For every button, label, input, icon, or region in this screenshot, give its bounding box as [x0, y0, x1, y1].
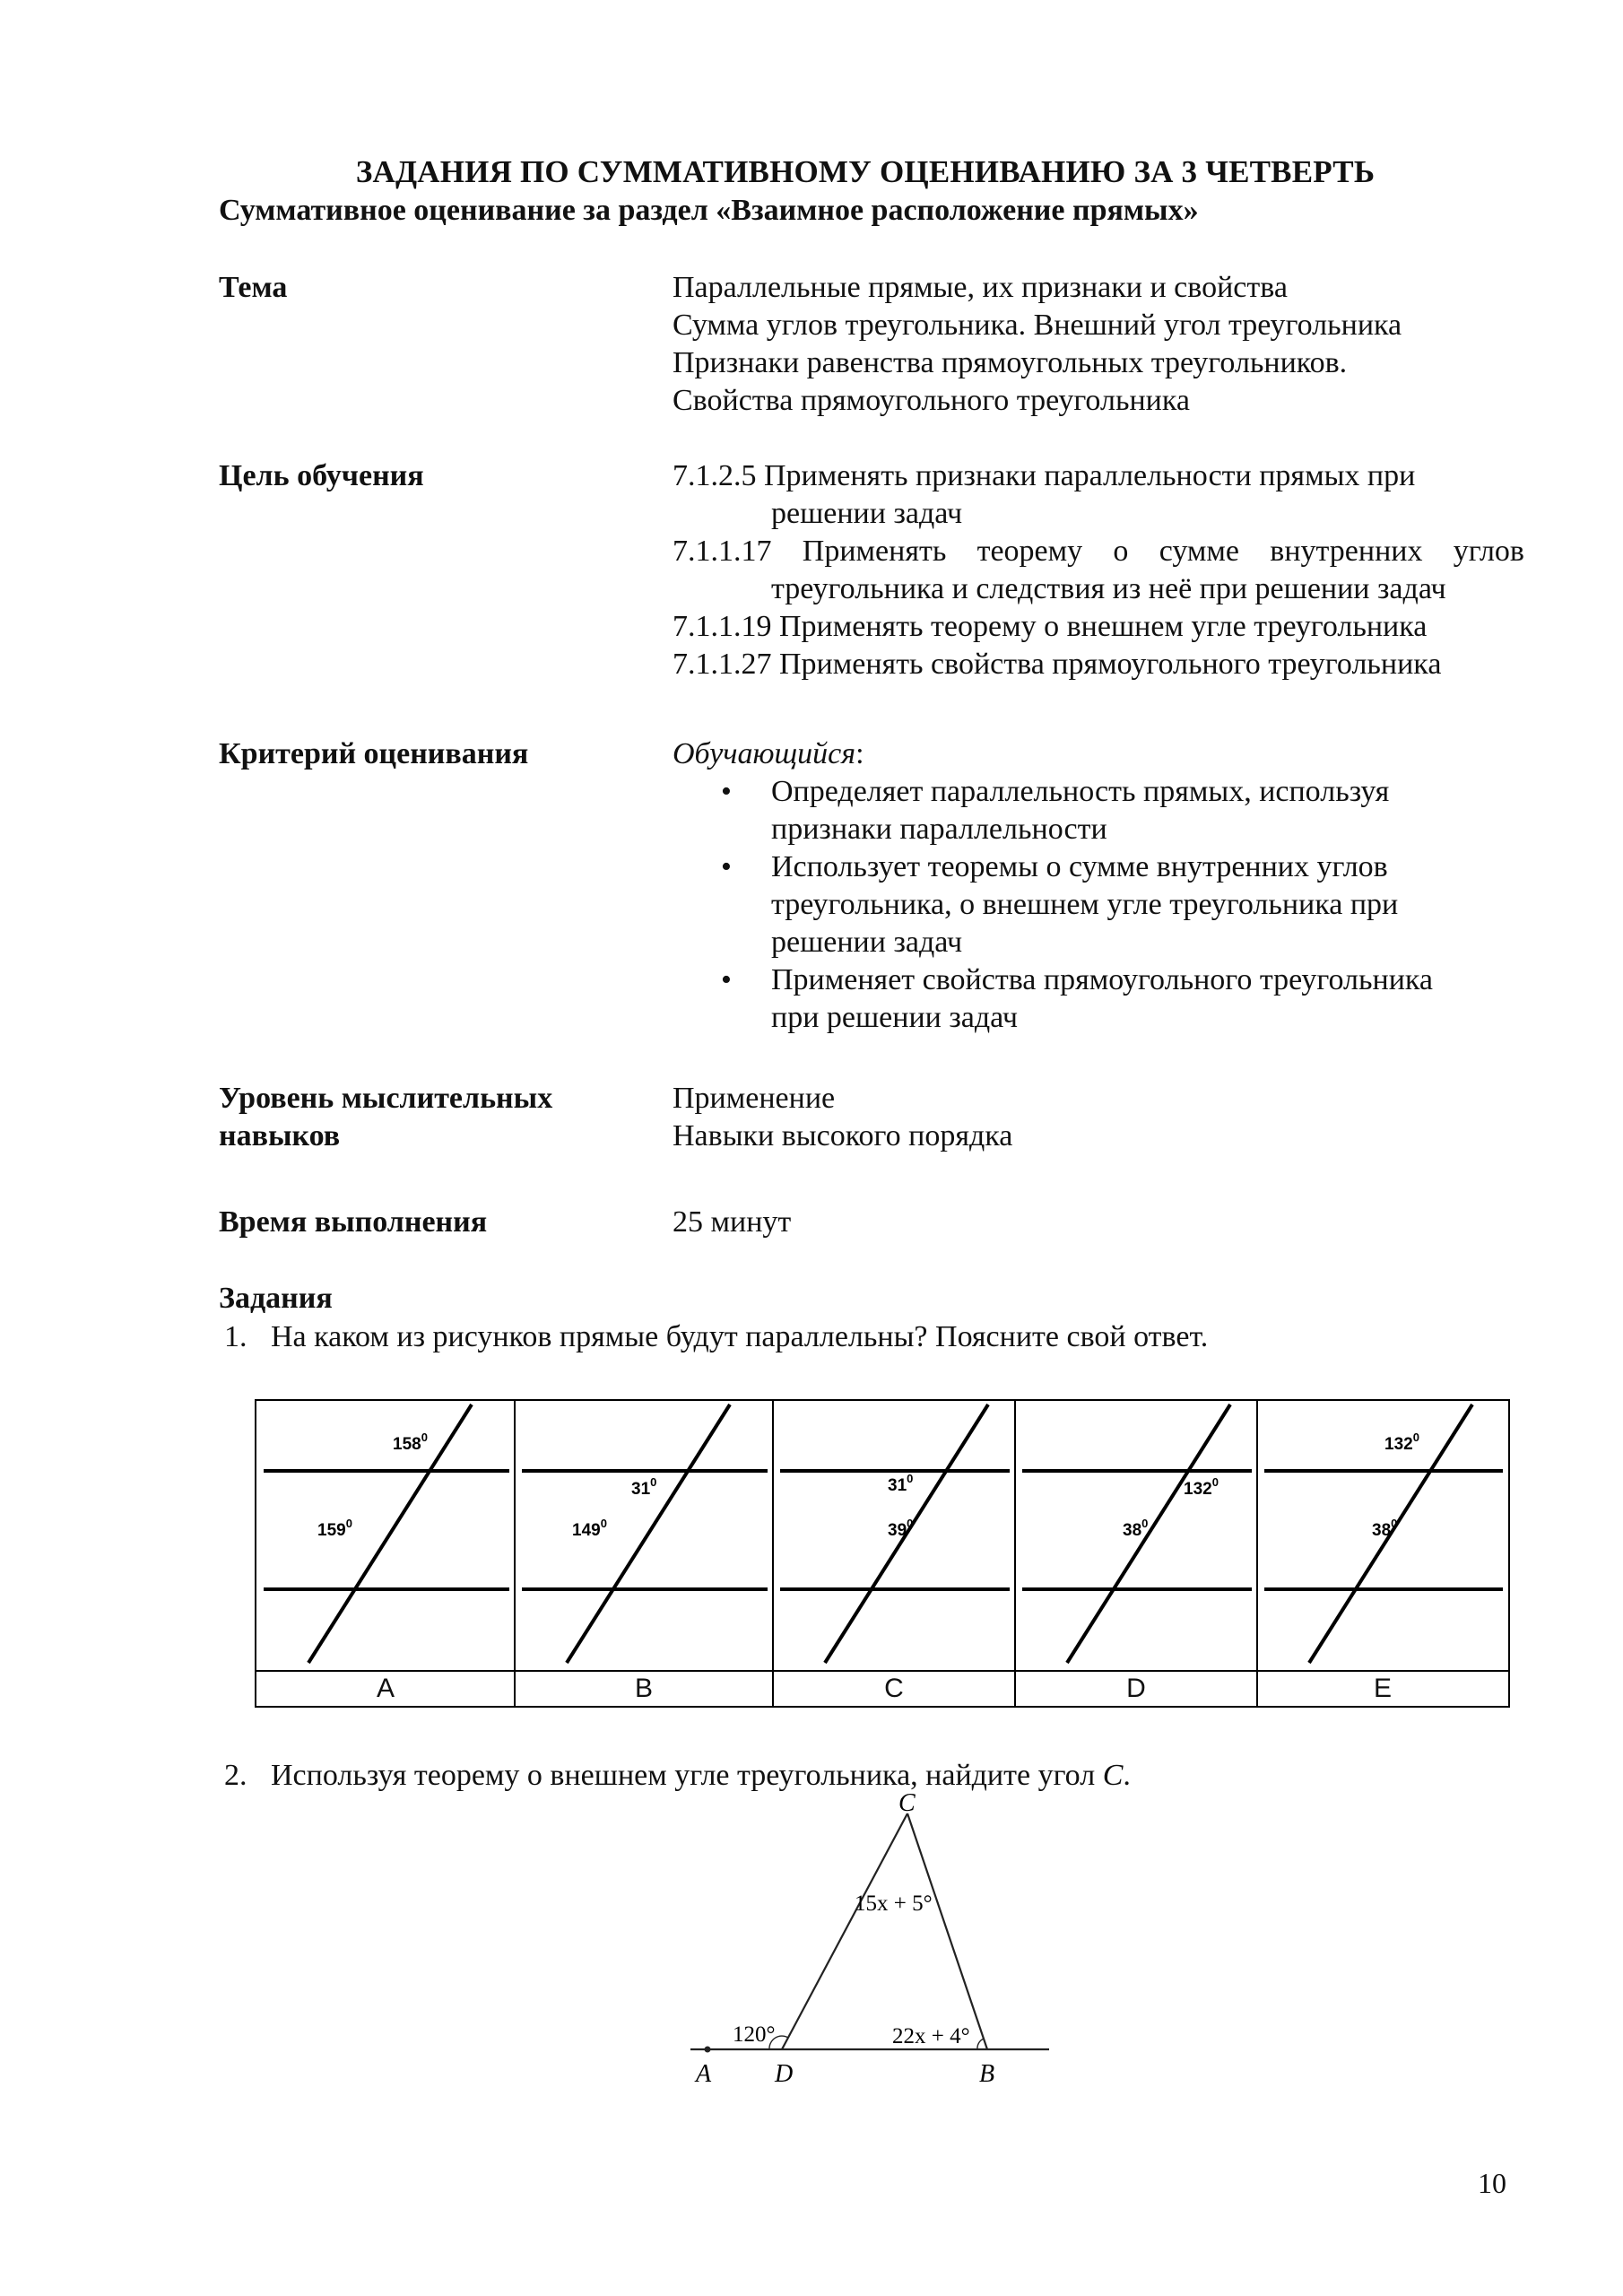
task-1-text: На каком из рисунков прямые будут параллельны? Поясните свой ответ. — [271, 1320, 1209, 1353]
criteria-item: • Использует теоремы о сумме внутренних углов треугольника, о внешнем угле треугольника при решении задач — [673, 848, 1433, 961]
angle-b-expr: 22x + 4° — [892, 2024, 970, 2048]
angle-label-top: $31^0$ — [631, 1475, 657, 1499]
task-1-number: 1. — [224, 1320, 247, 1353]
page-number: 10 — [1478, 2167, 1506, 2199]
goal-line: 7.1.1.19 Применять теорему о внешнем угле треугольника — [673, 610, 1428, 643]
figure-cell-e — [1257, 1401, 1508, 1706]
time-label: Время выполнения — [219, 1205, 488, 1239]
degree-sign: 0 — [650, 1475, 657, 1489]
degree-sign: 0 — [345, 1517, 352, 1530]
criteria-list — [673, 773, 1433, 1037]
degree-sign: 0 — [1211, 1475, 1219, 1489]
criteria-block — [673, 735, 1433, 1037]
task-2-number: 2. — [224, 1759, 247, 1792]
figure-letter: D — [1126, 1674, 1146, 1703]
task-2-text: Используя теорему о внешнем угле треугольника, найдите угол C. — [271, 1759, 1131, 1792]
figures-table — [255, 1399, 1510, 1708]
topic-label: Тема — [219, 271, 288, 304]
label-d: D — [775, 2060, 794, 2088]
tasks-heading: Задания — [219, 1282, 333, 1315]
point-a-dot — [705, 2047, 711, 2053]
degree-sign: 0 — [600, 1517, 607, 1530]
angle-label-bottom: $149^0$ — [572, 1517, 607, 1540]
level-label: Уровень мыслительных навыков — [219, 1082, 553, 1152]
time-value: 25 минут — [673, 1205, 792, 1239]
goal-line: решении задач — [771, 497, 963, 530]
goal-list — [673, 457, 1524, 683]
ext-angle-expr: 120° — [733, 2022, 776, 2047]
degree-sign: 0 — [1412, 1431, 1419, 1444]
angle-label-top: $158^0$ — [393, 1431, 428, 1454]
degree-sign: 0 — [1141, 1517, 1149, 1530]
figure-letter: A — [376, 1674, 395, 1703]
side-cb — [907, 1813, 987, 2049]
degree-sign: 0 — [1391, 1517, 1398, 1530]
criteria-item: • Определяет параллельность прямых, используя признаки параллельности — [673, 773, 1433, 848]
angle-label-top: $31^0$ — [888, 1472, 914, 1495]
triangle-figure — [681, 1794, 1058, 2103]
criteria-item: • Применяет свойства прямоугольного треугольника при решении задач — [673, 961, 1433, 1037]
figure-letter: B — [634, 1674, 653, 1703]
degree-sign: 0 — [907, 1517, 914, 1530]
figure-cell-b — [515, 1401, 773, 1706]
criteria-intro: Обучающийся: — [673, 737, 864, 770]
side-dc — [782, 1813, 907, 2049]
topic-line: Свойства прямоугольного треугольника — [673, 384, 1190, 417]
figure-letter: E — [1373, 1674, 1392, 1703]
transversal-line — [1067, 1405, 1230, 1663]
label-b: B — [979, 2060, 995, 2088]
topic-line: Признаки равенства прямоугольных треугольников. — [673, 346, 1348, 379]
angle-label-bottom: $38^0$ — [1123, 1517, 1149, 1540]
angle-c-expr: 15x + 5° — [855, 1892, 933, 1916]
figure-cell-d — [1015, 1401, 1257, 1706]
figure-cell-a — [256, 1401, 515, 1706]
angle-label-bottom: $38^0$ — [1372, 1517, 1398, 1540]
criteria-label: Критерий оценивания — [219, 737, 529, 770]
degree-sign: 0 — [421, 1431, 428, 1444]
angle-label-top: $132^0$ — [1384, 1431, 1419, 1454]
topic-line: Сумма углов треугольника. Внешний угол треугольника — [673, 309, 1402, 342]
label-a: A — [696, 2060, 712, 2088]
goal-label: Цель обучения — [219, 459, 424, 492]
topic-list — [673, 269, 1402, 420]
topic-line: Параллельные прямые, их признаки и свойства — [673, 271, 1288, 304]
angle-label-bottom: $159^0$ — [317, 1517, 352, 1540]
goal-line-justified: 7.1.1.17 Применять теорему о сумме внутренних углов — [673, 535, 1524, 568]
goal-line: 7.1.1.27 Применять свойства прямоугольного треугольника — [673, 648, 1442, 681]
level-values: Применение Навыки высокого порядка — [673, 1082, 1013, 1152]
goal-line: 7.1.2.5 Применять признаки параллельности прямых при — [673, 459, 1416, 492]
goal-line: треугольника и следствия из неё при решении задач — [771, 572, 1446, 605]
section-subtitle: Суммативное оценивание за раздел «Взаимное расположение прямых» — [219, 194, 1199, 227]
figure-letter: C — [884, 1674, 904, 1703]
angle-label-bottom: $39^0$ — [888, 1517, 914, 1540]
angle-label-top: $132^0$ — [1184, 1475, 1219, 1499]
label-c: C — [898, 1794, 916, 1817]
degree-sign: 0 — [907, 1472, 914, 1485]
angle-arc-b — [977, 2039, 984, 2049]
figure-cell-c — [773, 1401, 1015, 1706]
page-title: ЗАДАНИЯ ПО СУММАТИВНОМУ ОЦЕНИВАНИЮ ЗА 3 ЧЕТВЕРТЬ — [355, 154, 1376, 189]
